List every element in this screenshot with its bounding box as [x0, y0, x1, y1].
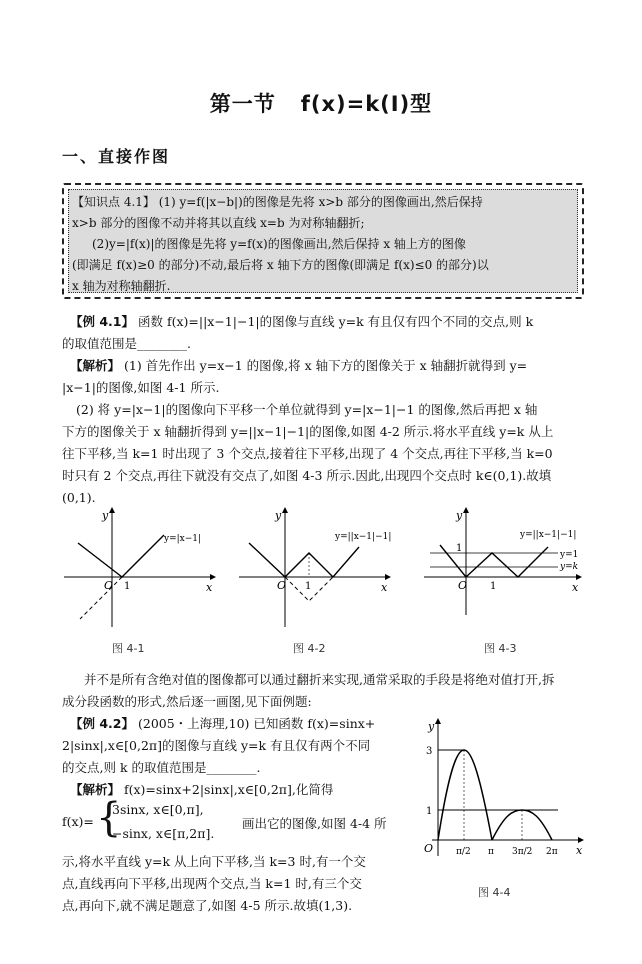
solution-line: 往下平移,当 k=1 时出现了 3 个交点,接着往下平移,出现了 4 个交点,再往下平移,当 k=0: [62, 446, 553, 461]
svg-text:O: O: [104, 579, 114, 592]
solution-line: (2) 将 y=|x−1|的图像向下平移一个单位就得到 y=|x−1|−1 的图像,然后再把 x 轴: [76, 402, 538, 417]
knowledge-line: x 轴为对称轴翻折.: [72, 279, 171, 293]
solution-4-1: 【解析】 (1) 首先作出 y=x−1 的图像,将 x 轴下方的图像关于 x 轴翻折就得到 y=: [70, 358, 528, 373]
figure-4-4: [418, 716, 588, 866]
example-line: 2|sinx|,x∈[0,2π]的图像与直线 y=k 有且仅有两个不同: [62, 738, 371, 753]
svg-text:y: y: [275, 509, 282, 522]
knowledge-line: (即满足 f(x)≥0 的部分)不动,最后将 x 轴下方的图像(即满足 f(x)≤0 的部分)以: [72, 258, 489, 272]
transition-line: 成分段函数的形式,然后逐一画图,见下面例题:: [62, 694, 312, 709]
brace-icon: {: [96, 795, 122, 841]
svg-text:x: x: [572, 581, 579, 594]
example-line: 的交点,则 k 的取值范围是________.: [62, 760, 261, 775]
svg-text:y=|x−1|: y=|x−1|: [164, 534, 202, 544]
svg-text:x: x: [206, 581, 213, 594]
svg-text:y=1: y=1: [560, 550, 579, 560]
solution-line: 点,再向下,就不满足题意了,如图 4-5 所示.故填(1,3).: [62, 898, 353, 913]
svg-text:y=||x−1|−1|: y=||x−1|−1|: [335, 532, 392, 542]
svg-text:3π/2: 3π/2: [512, 847, 533, 857]
knowledge-line: (2)y=|f(x)|的图像是先将 y=f(x)的图像画出,然后保持 x 轴上方的图像: [92, 237, 466, 251]
svg-text:1: 1: [124, 581, 131, 592]
svg-text:π/2: π/2: [456, 847, 471, 857]
piecewise-fx: f(x)=: [62, 814, 94, 829]
knowledge-line: x>b 部分的图像不动并将其以直线 x=b 为对称轴翻折;: [72, 216, 365, 230]
svg-text:y: y: [102, 509, 109, 522]
svg-text:1: 1: [426, 806, 433, 817]
figure-4-3: [420, 505, 590, 630]
svg-text:1: 1: [305, 581, 312, 592]
solution-line: 点,直线再向下平移,出现两个交点,当 k=1 时,有三个交: [62, 876, 362, 891]
example-4-2: 【例 4.2】 (2005・上海理,10) 已知函数 f(x)=sinx+: [70, 716, 376, 731]
piecewise-case-1: 3sinx, x∈[0,π],: [112, 802, 204, 817]
svg-text:1: 1: [456, 543, 463, 554]
example-4-1: 【例 4.1】 函数 f(x)=||x−1|−1|的图像与直线 y=k 有且仅有四个不同的交点,则 k: [70, 314, 534, 329]
svg-text:2π: 2π: [546, 847, 558, 857]
figure-4-1: [60, 505, 220, 630]
solution-line: 下方的图像关于 x 轴翻折得到 y=||x−1|−1|的图像,如图 4-2 所示.将水平直线 y=k 从上: [62, 424, 554, 439]
solution-line: 示,将水平直线 y=k 从上向下平移,当 k=3 时,有一个交: [62, 854, 366, 869]
figure-caption: 图 4-2: [293, 642, 326, 655]
section-heading: 一、直接作图: [62, 147, 171, 166]
svg-text:3: 3: [426, 746, 433, 757]
figure-caption: 图 4-3: [484, 642, 517, 655]
solution-4-2: 【解析】 f(x)=sinx+2|sinx|,x∈[0,2π],化简得: [70, 782, 334, 797]
svg-text:y=||x−1|−1|: y=||x−1|−1|: [520, 530, 577, 540]
svg-text:y: y: [428, 720, 435, 733]
page-title: 第一节 f(x)=k(Ⅰ)型: [209, 92, 433, 116]
svg-text:1: 1: [490, 581, 497, 592]
solution-line: 时只有 2 个交点,再往下就没有交点了,如图 4-3 所示.因此,出现四个交点时 k∈(0,1).故填: [62, 468, 552, 483]
svg-text:x: x: [381, 581, 388, 594]
svg-text:x: x: [576, 844, 583, 857]
figure-caption: 图 4-1: [112, 642, 145, 655]
example-4-1-line2: 的取值范围是________.: [62, 336, 191, 351]
svg-text:y: y: [456, 509, 463, 522]
figure-4-2: [235, 505, 395, 630]
figure-caption: 图 4-4: [478, 886, 511, 899]
svg-text:O: O: [424, 842, 434, 855]
svg-text:y=k: y=k: [560, 562, 579, 572]
svg-text:π: π: [488, 847, 494, 857]
knowledge-line: 【知识点 4.1】 (1) y=f(|x−b|)的图像是先将 x>b 部分的图像画出,然后保持: [72, 195, 483, 209]
svg-text:O: O: [458, 579, 468, 592]
transition-line: 并不是所有含绝对值的图像都可以通过翻折来实现,通常采取的手段是将绝对值打开,拆: [84, 672, 555, 687]
solution-line: (0,1).: [62, 490, 96, 505]
piecewise-case-2: −sinx, x∈[π,2π].: [112, 826, 215, 841]
solution-line: 画出它的图像,如图 4-4 所: [242, 816, 387, 831]
knowledge-box: [62, 183, 584, 299]
svg-text:O: O: [277, 579, 287, 592]
solution-line: |x−1|的图像,如图 4-1 所示.: [62, 380, 220, 395]
